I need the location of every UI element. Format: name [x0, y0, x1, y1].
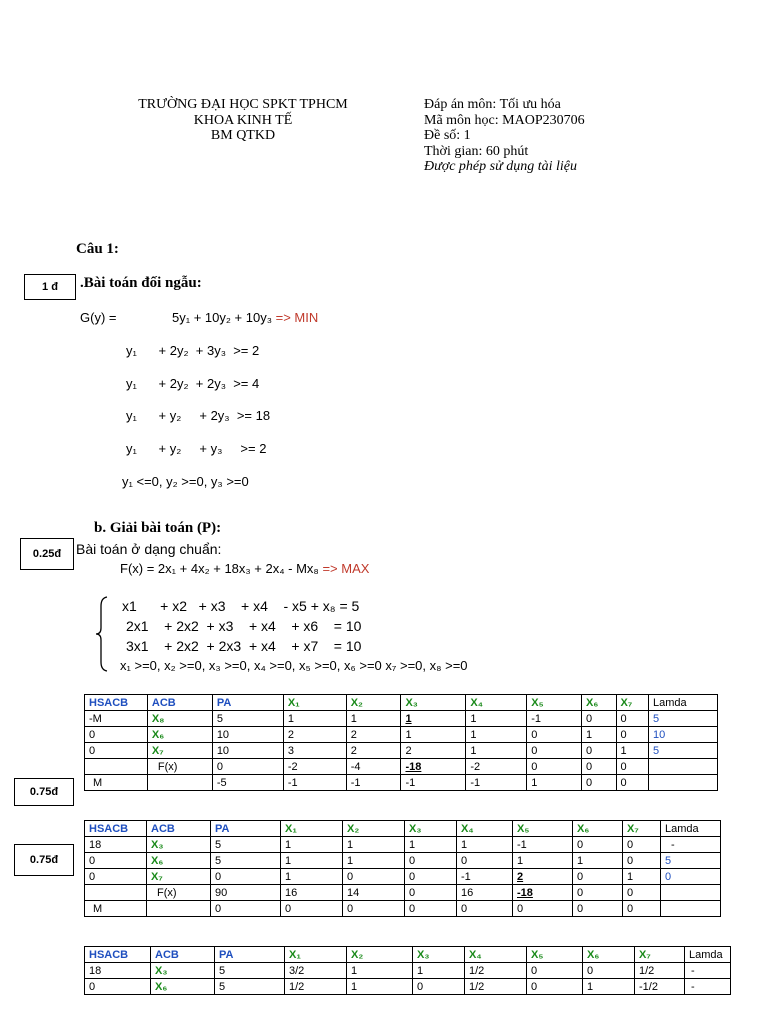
table-cell: 0 [623, 853, 661, 869]
primal-objective [120, 561, 369, 576]
table-cell: 18 [85, 963, 151, 979]
table-cell: 1 [405, 837, 457, 853]
table-cell: 1 [281, 869, 343, 885]
school-name: TRƯỜNG ĐẠI HỌC SPKT TPHCM [138, 97, 348, 112]
table-cell: 0 [457, 853, 513, 869]
table-cell: X₇ [147, 869, 211, 885]
table-cell: 5 [648, 743, 717, 759]
part-a-title: .Bài toán đối ngẫu: [80, 275, 202, 291]
dual-objective [172, 310, 318, 325]
col-header: X₄ [466, 695, 527, 711]
table-cell: 2 [401, 743, 466, 759]
table-cell: 10 [212, 743, 283, 759]
table-cell: 0 [582, 775, 616, 791]
table-cell: X₃ [151, 963, 215, 979]
table-cell: -4 [346, 759, 401, 775]
table-cell [85, 885, 147, 901]
table-cell: 0 [527, 963, 583, 979]
department-name: BM QTKD [210, 128, 276, 143]
table-row [85, 869, 721, 885]
table-cell: - [685, 979, 731, 995]
table-cell: 0 [211, 869, 281, 885]
table-cell: 5 [212, 711, 283, 727]
col-header: X₃ [401, 695, 466, 711]
table-cell: M [85, 775, 148, 791]
table-cell: 1 [347, 963, 413, 979]
col-header: X₇ [623, 821, 661, 837]
col-header: X₂ [347, 947, 413, 963]
table-cell: - [685, 963, 731, 979]
table-cell: -1 [401, 775, 466, 791]
table-cell: 0 [85, 743, 148, 759]
table-cell [661, 901, 721, 917]
dual-constraint-4: y₁ + y₂ + y₃ >= 2 [126, 441, 267, 456]
standard-form-intro: Bài toán ở dạng chuẩn: [76, 541, 222, 557]
table-cell: 1 [583, 979, 635, 995]
col-header: X₂ [346, 695, 401, 711]
col-header: PA [212, 695, 283, 711]
table-cell: 0 [583, 963, 635, 979]
table-cell: 1 [281, 853, 343, 869]
table-cell: 0 [211, 901, 281, 917]
table-cell: -2 [466, 759, 527, 775]
table-row [85, 837, 721, 853]
dual-sign-constraints: y₁ <=0, y₂ >=0, y₃ >=0 [122, 474, 249, 489]
table-cell: -1 [346, 775, 401, 791]
col-header: Lamda [685, 947, 731, 963]
primal-sign-constraints: x₁ >=0, x₂ >=0, x₃ >=0, x₄ >=0, x₅ >=0, x₆ >=0 x₇ >=0, x₈ >=0 [120, 658, 468, 673]
simplex-table-3 [84, 946, 731, 995]
table-cell: 0 [527, 743, 582, 759]
pivot-cell: 2 [513, 869, 573, 885]
table-cell: 0 [616, 711, 648, 727]
table-cell: -1/2 [635, 979, 685, 995]
table-cell: 0 [661, 869, 721, 885]
table-cell: 2 [283, 727, 346, 743]
table-cell: 5 [211, 853, 281, 869]
table-cell: 1 [573, 853, 623, 869]
table-cell: X₇ [147, 743, 212, 759]
table-row [85, 743, 718, 759]
dual-objective-lhs: G(y) = [80, 310, 117, 325]
table-cell: 0 [343, 869, 405, 885]
exam-number-line: Đề số: 1 [424, 128, 471, 143]
table-cell: 1 [281, 837, 343, 853]
score-box-part-b: 0.25đ [20, 538, 74, 570]
table-cell: 1/2 [465, 963, 527, 979]
table-cell: 5 [661, 853, 721, 869]
table-cell: 2 [346, 727, 401, 743]
table-cell [661, 885, 721, 901]
table-cell: 0 [623, 837, 661, 853]
table-cell: 0 [457, 901, 513, 917]
table-cell: 1 [401, 727, 466, 743]
col-header: HSACB [85, 947, 151, 963]
table-cell [85, 759, 148, 775]
table-header-row [85, 947, 731, 963]
table-cell: 2 [346, 743, 401, 759]
col-header: X₁ [283, 695, 346, 711]
pivot-cell: 1 [401, 711, 466, 727]
table-cell: -1 [466, 775, 527, 791]
table-cell: 1 [343, 837, 405, 853]
col-header: PA [211, 821, 281, 837]
table-cell: 0 [85, 727, 148, 743]
table-cell: -2 [283, 759, 346, 775]
question-heading: Câu 1: [76, 241, 119, 257]
table-row [85, 901, 721, 917]
table-cell: -1 [513, 837, 573, 853]
pivot-cell: -18 [401, 759, 466, 775]
materials-note: Được phép sử dụng tài liệu [424, 159, 578, 174]
table-cell: 0 [405, 885, 457, 901]
table-cell: 0 [281, 901, 343, 917]
exam-info [424, 97, 585, 175]
table-cell: -M [85, 711, 148, 727]
table-cell [147, 775, 212, 791]
table-cell: X₆ [147, 727, 212, 743]
duration-line: Thời gian: 60 phút [424, 143, 529, 159]
table-cell: 0 [616, 759, 648, 775]
table-cell: 0 [212, 759, 283, 775]
table-cell: 0 [616, 727, 648, 743]
table-cell: 1 [513, 853, 573, 869]
simplex-table-2 [84, 820, 721, 917]
dual-constraint-2: y₁ + 2y₂ + 2y₃ >= 4 [126, 376, 260, 391]
table-cell: 0 [573, 837, 623, 853]
col-header: X₃ [405, 821, 457, 837]
table-cell: 0 [527, 727, 582, 743]
table-cell: 1/2 [285, 979, 347, 995]
col-header: ACB [147, 821, 211, 837]
table-cell: -1 [283, 775, 346, 791]
table-cell: 0 [527, 979, 583, 995]
table-cell: 14 [343, 885, 405, 901]
part-b-title: b. Giải bài toán (P): [94, 520, 222, 536]
score-box-part-a: 1 đ [24, 274, 76, 300]
col-header: X₅ [527, 695, 582, 711]
table-cell: 0 [85, 853, 147, 869]
table-cell: 0 [85, 869, 147, 885]
table-cell: X₈ [147, 711, 212, 727]
table-cell: 1/2 [635, 963, 685, 979]
dual-constraint-1: y₁ + 2y₂ + 3y₃ >= 2 [126, 343, 260, 358]
table-cell: 0 [513, 901, 573, 917]
table-cell [648, 759, 717, 775]
table-row [85, 885, 721, 901]
table-cell: 3 [283, 743, 346, 759]
col-header: X₇ [635, 947, 685, 963]
table-cell: 0 [343, 901, 405, 917]
table-cell: 5 [648, 711, 717, 727]
table-row [85, 711, 718, 727]
table-row [85, 979, 731, 995]
dual-objective-goal: => MIN [275, 310, 319, 325]
table-cell: 0 [623, 901, 661, 917]
table-cell: 0 [573, 869, 623, 885]
col-header: X₁ [285, 947, 347, 963]
col-header: X₆ [573, 821, 623, 837]
table-row [85, 759, 718, 775]
table-cell: 16 [457, 885, 513, 901]
col-header: ACB [147, 695, 212, 711]
col-header: X₄ [457, 821, 513, 837]
table-cell: 5 [215, 979, 285, 995]
table-cell: 0 [582, 759, 616, 775]
table-cell: 1 [347, 979, 413, 995]
dual-constraint-3: y₁ + y₂ + 2y₃ >= 18 [126, 408, 271, 423]
system-equation-2: 2x1 + 2x2 + x3 + x4 + x6 = 10 [126, 618, 362, 634]
table-header-row [85, 695, 718, 711]
score-box-table-2: 0.75đ [14, 844, 74, 876]
col-header: X₃ [413, 947, 465, 963]
table-row [85, 963, 731, 979]
col-header: HSACB [85, 695, 148, 711]
col-header: PA [215, 947, 285, 963]
table-cell: -1 [527, 711, 582, 727]
table-cell: X₃ [147, 837, 211, 853]
table-cell: 1 [457, 837, 513, 853]
table-cell: 1/2 [465, 979, 527, 995]
table-cell: F(x) [147, 759, 212, 775]
table-cell: 0 [582, 711, 616, 727]
dual-objective-expr: 5y₁ + 10y₂ + 10y₃ [172, 310, 273, 325]
table-cell: 1 [466, 727, 527, 743]
table-cell: 5 [211, 837, 281, 853]
col-header: Lamda [648, 695, 717, 711]
table-cell: 1 [527, 775, 582, 791]
table-cell: 0 [573, 901, 623, 917]
col-header: X₅ [513, 821, 573, 837]
faculty-name: KHOA KINH TẾ [193, 112, 293, 128]
table-cell: -5 [212, 775, 283, 791]
table-cell: 90 [211, 885, 281, 901]
table-cell: 0 [582, 743, 616, 759]
table-cell: 10 [212, 727, 283, 743]
col-header: HSACB [85, 821, 147, 837]
school-header [118, 97, 368, 144]
table-header-row [85, 821, 721, 837]
table-row [85, 727, 718, 743]
col-header: X₅ [527, 947, 583, 963]
system-equation-1: x1 + x2 + x3 + x4 - x5 + x₈ = 5 [122, 598, 360, 614]
table-cell: 1 [466, 743, 527, 759]
table-cell: 1 [616, 743, 648, 759]
col-header: ACB [151, 947, 215, 963]
table-row [85, 853, 721, 869]
table-cell: 1 [466, 711, 527, 727]
table-cell [648, 775, 717, 791]
col-header: X₁ [281, 821, 343, 837]
system-equation-3: 3x1 + 2x2 + 2x3 + x4 + x7 = 10 [126, 638, 362, 654]
col-header: X₂ [343, 821, 405, 837]
table-cell: M [85, 901, 147, 917]
table-cell: 0 [616, 775, 648, 791]
table-cell: - [661, 837, 721, 853]
table-cell: 1 [413, 963, 465, 979]
table-cell: F(x) [147, 885, 211, 901]
table-cell: 0 [405, 869, 457, 885]
score-box-table-1: 0.75đ [14, 778, 74, 806]
table-row [85, 775, 718, 791]
table-cell: 1 [582, 727, 616, 743]
table-cell: 3/2 [285, 963, 347, 979]
table-cell: 10 [648, 727, 717, 743]
table-cell: 18 [85, 837, 147, 853]
table-cell: 0 [405, 901, 457, 917]
course-code-line: Mã môn học: MAOP230706 [424, 112, 585, 128]
table-cell: 0 [85, 979, 151, 995]
col-header: X₆ [582, 695, 616, 711]
primal-objective-expr: F(x) = 2x₁ + 4x₂ + 18x₃ + 2x₄ - Mx₈ [120, 561, 319, 576]
table-cell: 1 [623, 869, 661, 885]
primal-objective-goal: => MAX [322, 561, 370, 576]
table-cell: 5 [215, 963, 285, 979]
table-cell: 1 [343, 853, 405, 869]
table-cell: X₆ [147, 853, 211, 869]
col-header: X₄ [465, 947, 527, 963]
table-cell: X₆ [151, 979, 215, 995]
col-header: X₆ [583, 947, 635, 963]
col-header: X₇ [616, 695, 648, 711]
table-cell: 0 [623, 885, 661, 901]
simplex-table-1 [84, 694, 718, 791]
table-cell: 0 [413, 979, 465, 995]
table-cell: 1 [283, 711, 346, 727]
table-cell: 0 [405, 853, 457, 869]
pivot-cell: -18 [513, 885, 573, 901]
table-cell: 16 [281, 885, 343, 901]
system-brace [95, 596, 109, 672]
table-cell: -1 [457, 869, 513, 885]
subject-line: Đáp án môn: Tối ưu hóa [424, 97, 561, 112]
table-cell: 0 [527, 759, 582, 775]
col-header: Lamda [661, 821, 721, 837]
table-cell [147, 901, 211, 917]
table-cell: 1 [346, 711, 401, 727]
table-cell: 0 [573, 885, 623, 901]
